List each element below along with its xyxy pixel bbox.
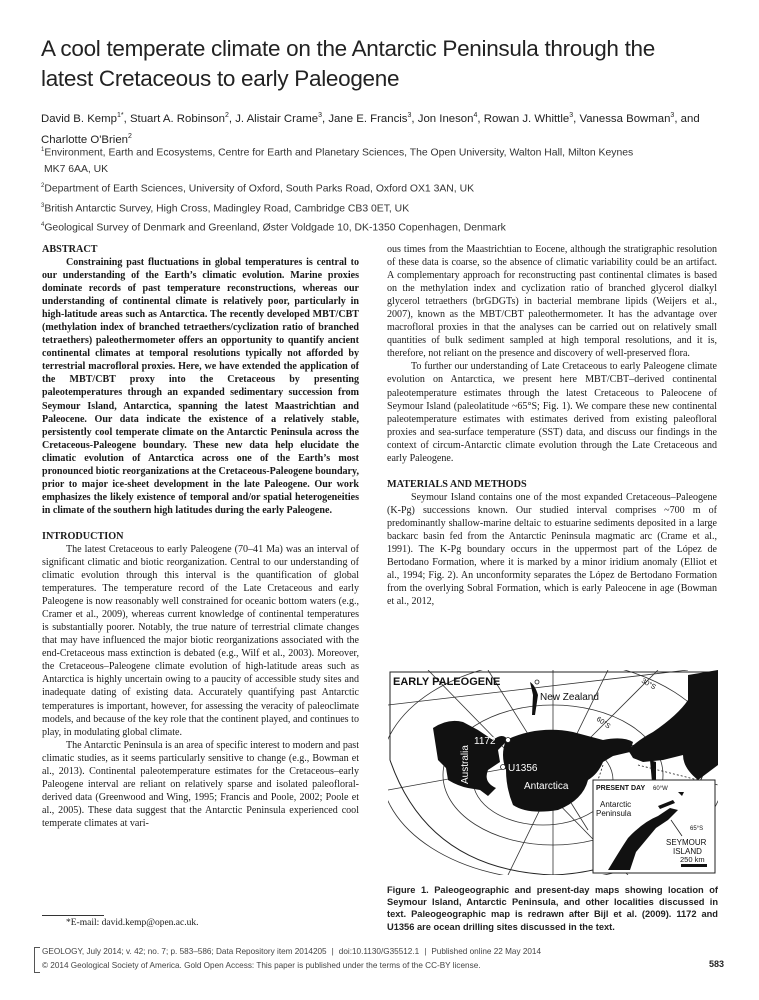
author: Rowan J. Whittle$^3$: [483, 112, 574, 125]
footnote-divider: [42, 915, 104, 916]
author: Vanessa Bowman$^3$: [579, 112, 675, 125]
inset-title-present-day: PRESENT DAY: [596, 785, 646, 792]
label-new-zealand: New Zealand: [540, 692, 599, 703]
title-line-2: latest Cretaceous to early Paleogene: [41, 66, 400, 91]
methods-heading: MATERIALS AND METHODS: [387, 478, 527, 490]
label-antarctic-peninsula-2: Peninsula: [596, 809, 632, 818]
left-column: [42, 243, 359, 830]
methods-section: [387, 478, 717, 608]
abstract-section: [42, 243, 359, 517]
doi-link[interactable]: doi:10.1130/G35512.1: [338, 947, 420, 956]
paragraph: The latest Cretaceous to early Paleogene (70–41 Ma) was an interval of significant climatic and biotic reorganization. Central to our understanding of climatic evolution through this interval is the quantification of global temperatures. The temperature record of the Late Cretaceous and early Paleogene is now reasonably well constrained for oceanic bottom waters (e.g., Cramer et al., 2009), whereas current knowledge of continental temperatures is substantially poorer. Notably, the true nature of terrestrial climate changes that may have influenced the major biotic reorganizations associated with the end-Cretaceous mass extinction is debated (e.g., Wilf et al., 2003). Moreover, the Cretaceous–Paleogene climate evolution of high-latitude areas such as Antarctica is highly uncertain owing to a paucity of accessible study sites and inadequate dating of existing data. Accurately quantifying past Antarctic temperatures is important, however, for assessing the veracity of paleoclimate models, and because of the key role that the continent played, and continues to play, in modulating global climate.: [42, 543, 359, 738]
label-60W: 60°W: [653, 786, 668, 792]
label-seymour-island-1: SEYMOUR: [666, 838, 707, 847]
affiliation-2: $^2$Department of Earth Sciences, University of Oxford, South Parks Road, Oxford OX1 3AN, UK: [41, 182, 475, 195]
author: David B. Kemp$^{1*}$: [41, 112, 124, 125]
author-list: David B. Kemp$^{1*}$, Stuart A. Robinson$^2$, J. Alistair Crame$^3$, Jane E. Francis$^3$, Jon Ineson$^4$, Rowan J. Whittle$^3$, Vanessa Bowman$^3$, and Charlotte O'Brien$^2$: [41, 112, 700, 146]
right-column: [387, 243, 717, 608]
affiliation-1-continued: MK7 6AA, UK: [44, 163, 109, 175]
label-site-1172: 1172: [474, 736, 496, 747]
paragraph: Seymour Island contains one of the most expanded Cretaceous–Paleogene (K-Pg) successions known. Our studied interval comprises ~700 m of predominantly shallow-marine deltaic to estuarine sediments deposited in a large backarc basin fed from the Antarctic Peninsula magmatic arc (Crame et al., 1991). The K-Pg boundary occurs in the uppermost part of the López de Bertodano Formation, where it is marked by a minor iridium anomaly (Elliot et al., 1994; Fig. 2). An unconformity separates the López de Bertodano Formation from the overlying Sobral Formation, which is early Paleocene in age (Bowman et al., 2012,: [387, 491, 717, 608]
scale-bar: [681, 864, 707, 867]
label-site-u1356: U1356: [508, 763, 538, 774]
affiliation-3: $^3$British Antarctic Survey, High Cross, Madingley Road, Cambridge CB3 0ET, UK: [41, 202, 410, 215]
site-u1356-marker: [501, 765, 506, 770]
new-zealand-landmass: [530, 682, 538, 715]
footer-citation-line: GEOLOGY, July 2014; v. 42; no. 7; p. 583–586; Data Repository item 2014205 | doi:10.1130/G35512.1 | Published online 22 May 2014: [42, 947, 542, 956]
page-number: 583: [708, 959, 724, 969]
site-1172-marker: [506, 738, 511, 743]
affiliations: [41, 142, 741, 237]
page-footer: [34, 945, 724, 972]
abstract-heading: ABSTRACT: [42, 244, 98, 255]
label-scale-250km: 250 km: [680, 855, 705, 864]
publication-date: Published online 22 May 2014: [431, 947, 542, 956]
abstract-text: Constraining past fluctuations in global temperatures is central to our understanding of the Earth’s climatic evolution. Marine proxies dominate records of past temperature reconstructions, whereas our understanding of continental climate is relatively poor, particularly in high-latitude areas such as Antarctica. The recently developed MBT/CBT (methylation index of branched tetraethers/cyclization ratio of branched tetraethers) paleothermometer offers an opportunity to quantify ancient continental climates at temporal resolutions typically not afforded by terrestrial macrofloral proxies. Here, we have extended the application of the MBT/CBT proxy into the Cretaceous by presenting paleotemperatures through an expanded sedimentary succession from Seymour Island, Antarctica, spanning the latest Maastrichtian and Paleocene. Our data indicate the existence of a relatively stable, persistently cool temperate climate on the Antarctic Peninsula across the Cretaceous-Paleogene boundary. These new data help elucidate the climatic evolution of Antarctica across one of the Earth’s most pronounced biotic reorganizations at the Cretaceous-Paleogene boundary, prior to major ice-sheet development in the late Paleogene. Our work emphasizes the likely existence of temporal and/or spatial heterogeneities in climate of the southern high latitudes during the early Paleogene.: [42, 257, 359, 516]
label-30S: 30°S: [640, 677, 657, 692]
author: Jane E. Francis$^3$: [328, 112, 412, 125]
author: J. Alistair Crame$^3$: [235, 112, 323, 125]
label-antarctica: Antarctica: [524, 781, 569, 792]
figure-1-map: [388, 670, 718, 875]
label-antarctic-peninsula-1: Antarctic: [600, 800, 632, 809]
map-title-early-paleogene: EARLY PALEOGENE: [393, 676, 501, 688]
label-australia: Australia: [460, 745, 471, 784]
paleogeographic-map: [388, 670, 718, 875]
figure-1-caption: Figure 1. Paleogeographic and present-day maps showing location of Seymour Island, Antarctic Peninsula, and other localities discussed in text. Paleogeographic map is redrawn after Bijl et al. (2009). 1172 and U1356 are ocean drilling sites discussed in the text.: [387, 885, 718, 932]
title-line-1: A cool temperate climate on the Antarctic Peninsula through the: [41, 36, 655, 61]
paragraph: To further our understanding of Late Cretaceous to early Paleogene climate evolution on Antarctica, we present here MBT/CBT–derived continental paleotemperature estimates through the latest Cretaceous to Paleocene of Seymour Island (paleolatitude ~65°S; Fig. 1). We compare these new continental paleotemperature estimates with estimates derived from existing paleofloral proxies and sea-surface temperature (SST) data, and discuss our findings in the context of circum-Antarctic climate evolution through the Late Cretaceous and early Paleogene.: [387, 361, 717, 464]
label-seymour-island-2: ISLAND: [673, 847, 702, 856]
affiliation-4: $^4$Geological Survey of Denmark and Greenland, Øster Voldgade 10, DK-1350 Copenhagen, Denmark: [41, 222, 506, 234]
article-title: [41, 34, 731, 94]
affiliation-1: $^1$Environment, Earth and Ecosystems, Centre for Earth and Planetary Sciences, The Open University, Walton Hall, Milton Keynes: [41, 147, 634, 159]
author: Charlotte O'Brien$^2$: [41, 132, 132, 146]
license-line: © 2014 Geological Society of America. Gold Open Access: This paper is published under the terms of the CC-BY license.: [42, 960, 481, 970]
footer-bracket: [34, 947, 40, 973]
journal-citation: GEOLOGY, July 2014; v. 42; no. 7; p. 583–586; Data Repository item 2014205: [42, 947, 327, 956]
label-65S: 65°S: [690, 826, 704, 832]
corresponding-email-footnote: *E-mail: david.kemp@open.ac.uk.: [66, 918, 199, 928]
author: Jon Ineson$^4$: [417, 112, 478, 125]
author: Stuart A. Robinson$^2$: [129, 112, 229, 125]
introduction-heading: INTRODUCTION: [42, 530, 124, 542]
introduction-section: [42, 530, 359, 830]
label-60S: 60°S: [594, 715, 612, 731]
paragraph: The Antarctic Peninsula is an area of specific interest to modern and past climatic studies, as it seems particularly sensitive to change (e.g., Bowman et al., 2013). Continental paleotemperature estimates for the Cretaceous–early Paleogene interval are reliant on relatively sparse and isolated paleofloral-derived data (Greenwood and Wing, 1995; Francis and Poole, 2002; Poole et al., 2005). These data suggest that the Antarctic Peninsula experienced cool temperate climates at vari-: [42, 739, 359, 829]
paragraph: ous times from the Maastrichtian to Eocene, although the stratigraphic resolution of these data is coarse, so the absence of climatic variability could be an artifact. A complementary approach for reconstructing past continental climates is based on the methylation index and cyclization ratio of branched glycerol dialkyl glycerol tetraethers (brGDGTs) in bacterial membrane lipids (Weijers et al., 2007), known as the MBT/CBT paleothermometer. It has the advantage over macrofloral proxies in that the analyses can be carried out on relatively small quantities of bulk sediment sampled at high temporal resolutions, and it is, therefore, not reliant on the presence and discovery of well-preserved flora.: [387, 244, 717, 360]
